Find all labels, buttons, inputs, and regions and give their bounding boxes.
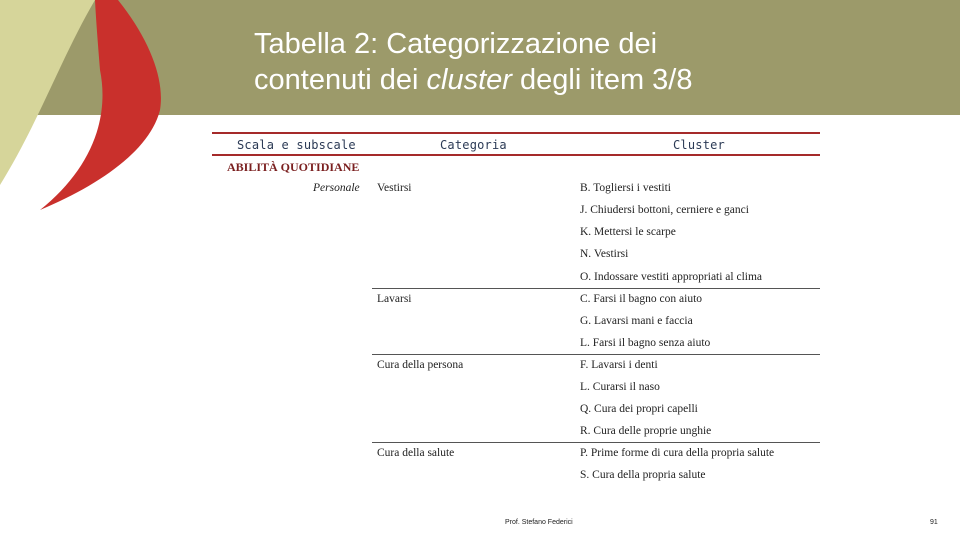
cluster-cell: Q. Cura dei propri capelli — [580, 403, 698, 415]
table-top-rule — [212, 132, 820, 134]
category-cell: Cura della persona — [377, 359, 464, 371]
footer-author: Prof. Stefano Federici — [505, 519, 573, 526]
page-number: 91 — [930, 519, 938, 526]
cluster-cell: B. Togliersi i vestiti — [580, 182, 671, 194]
header-scala: Scala e subscale — [237, 138, 356, 152]
cluster-cell: L. Farsi il bagno senza aiuto — [580, 337, 711, 349]
header-cluster: Cluster — [673, 138, 725, 152]
cluster-cell: K. Mettersi le scarpe — [580, 226, 676, 238]
cluster-cell: L. Curarsi il naso — [580, 381, 660, 393]
title-text-a: contenuti dei — [254, 64, 427, 96]
section-heading: ABILITÀ QUOTIDIANE — [227, 160, 360, 174]
group-separator — [372, 354, 820, 355]
decorative-swoosh — [0, 0, 190, 230]
group-separator — [372, 442, 820, 443]
cluster-cell: C. Farsi il bagno con aiuto — [580, 293, 703, 305]
cluster-cell: P. Prime forme di cura della propria salute — [580, 447, 775, 459]
title-line-2 — [254, 62, 934, 98]
header-categoria: Categoria — [440, 138, 507, 152]
cluster-cell: R. Cura delle proprie unghie — [580, 425, 712, 437]
cluster-cell: S. Cura della propria salute — [580, 469, 706, 481]
cluster-cell: G. Lavarsi mani e faccia — [580, 315, 693, 327]
category-cell: Lavarsi — [377, 293, 412, 305]
title-line-1: Tabella 2: Categorizzazione dei — [254, 28, 658, 60]
category-cell: Vestirsi — [377, 182, 412, 194]
table-header-rule — [212, 154, 820, 156]
group-separator — [372, 288, 820, 289]
subscale-label: Personale — [313, 182, 360, 194]
slide-title — [254, 26, 934, 98]
category-cell: Cura della salute — [377, 447, 455, 459]
cluster-cell: N. Vestirsi — [580, 248, 629, 260]
title-text-c: degli item 3/8 — [511, 64, 693, 96]
cluster-cell: O. Indossare vestiti appropriati al clima — [580, 271, 763, 283]
cluster-cell: J. Chiudersi bottoni, cerniere e ganci — [580, 204, 749, 216]
title-text-cluster: cluster — [426, 64, 512, 96]
cluster-cell: F. Lavarsi i denti — [580, 359, 658, 371]
